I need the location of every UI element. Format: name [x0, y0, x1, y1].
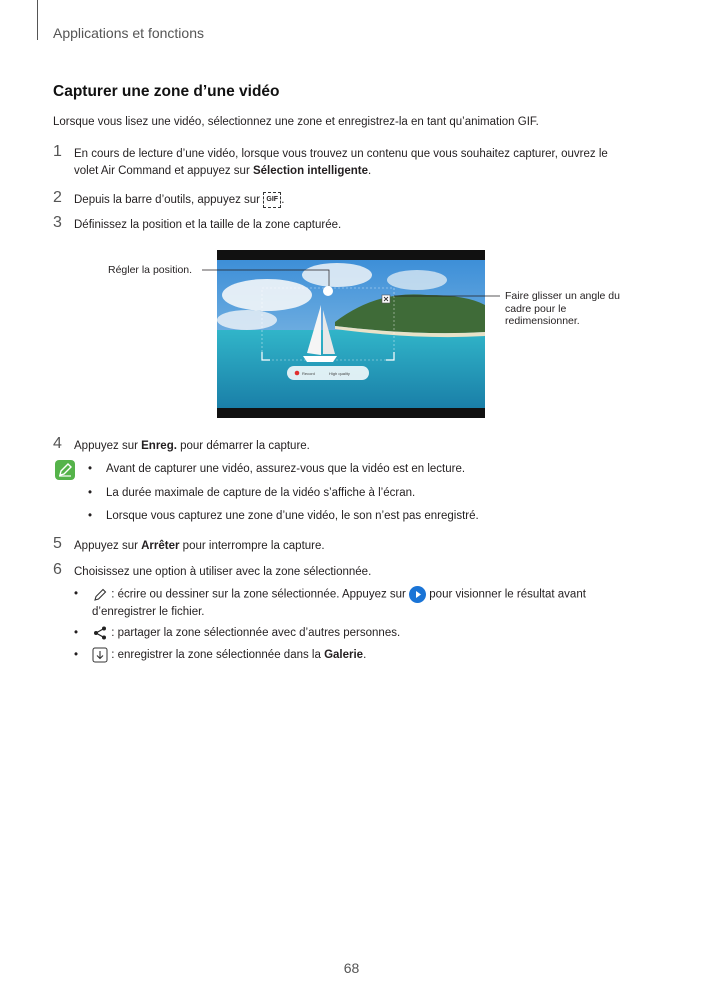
play-icon	[409, 586, 426, 603]
gif-icon: GIF	[263, 192, 281, 208]
step-text: Choisissez une option à utiliser avec la zone sélectionnée.	[74, 566, 372, 578]
step-text: En cours de lecture d’une vidéo, lorsque vous trouvez un contenu que vous souhaitez capturer, ouvrez le	[74, 148, 608, 160]
record-label[interactable]: Record	[302, 371, 315, 376]
callout-position: Régler la position.	[108, 264, 193, 276]
section-header: Applications et fonctions	[53, 25, 204, 41]
step-number: 6	[53, 561, 62, 578]
step-number: 3	[53, 214, 62, 231]
step-text-line2: volet Air Command et appuyez sur Sélection intelligente.	[74, 165, 372, 177]
step-number: 2	[53, 189, 62, 206]
step-text: Depuis la barre d’outils, appuyez sur	[74, 194, 264, 207]
callout-resize: Faire glisser un angle du cadre pour le redimensionner.	[505, 290, 620, 327]
step-text: Appuyez sur Arrêter pour interrompre la capture.	[74, 540, 325, 552]
pencil-icon	[92, 587, 108, 603]
page-title: Capturer une zone d’une vidéo	[53, 83, 280, 100]
quality-label[interactable]: High quality	[329, 371, 350, 376]
step-text: Appuyez sur Enreg. pour démarrer la capture.	[74, 440, 310, 452]
page-number: 68	[343, 960, 360, 976]
step-number: 4	[53, 435, 62, 452]
step-text: Définissez la position et la taille de la zone capturée.	[74, 219, 342, 231]
step-number: 1	[53, 143, 62, 160]
share-icon	[92, 625, 108, 641]
intro-text: Lorsque vous lisez une vidéo, sélectionnez une zone et enregistrez-la en tant qu’animation GIF.	[53, 116, 539, 128]
download-icon	[92, 647, 108, 663]
note-icon	[55, 460, 75, 480]
smart-select-label: Sélection intelligente	[252, 165, 369, 177]
step-number: 5	[53, 535, 62, 552]
